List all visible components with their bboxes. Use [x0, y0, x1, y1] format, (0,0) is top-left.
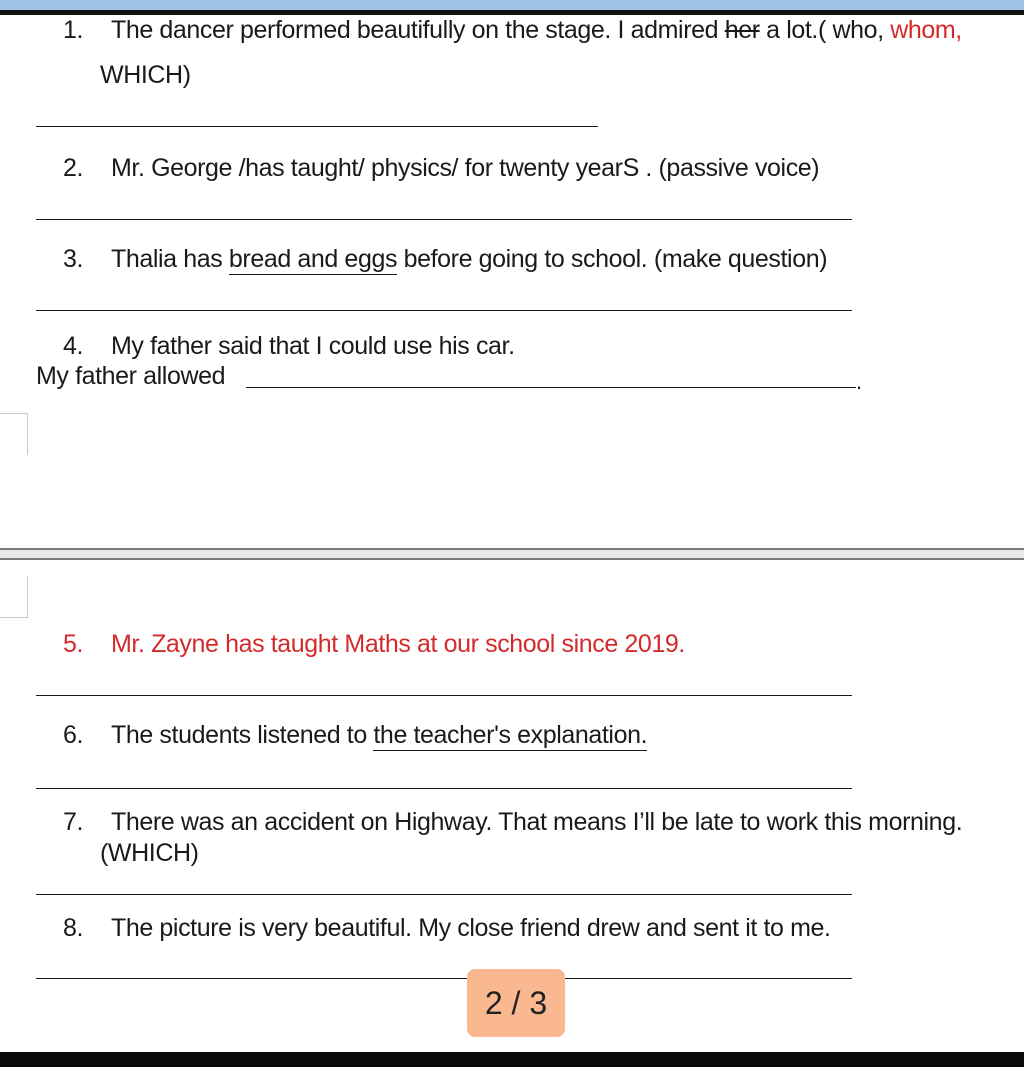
question-6	[63, 719, 647, 751]
fill-in-line	[246, 387, 856, 388]
answer-line-2	[36, 219, 852, 220]
question-1	[63, 14, 962, 46]
answer-line-5	[36, 695, 852, 696]
answer-line-8	[36, 978, 852, 979]
question-number: 3.	[63, 245, 84, 273]
question-number: 8.	[63, 914, 84, 942]
question-3	[63, 243, 827, 275]
struck-word: her	[724, 16, 760, 44]
page-break	[0, 548, 1024, 560]
question-text: Mr. Zayne has taught Maths at our school since 2019.	[111, 630, 685, 658]
question-number: 7.	[63, 808, 84, 836]
bottom-edge	[0, 1052, 1024, 1067]
highlighted-option: whom,	[890, 16, 962, 44]
question-number: 4.	[63, 332, 84, 360]
question-number: 6.	[63, 721, 84, 749]
margin-corner-mark	[0, 576, 28, 618]
rewrite-prompt: My father allowed	[36, 362, 226, 390]
question-8	[63, 912, 831, 944]
question-text: The students listened to	[111, 721, 374, 749]
question-text-end: before going to school. (make question)	[397, 245, 828, 273]
question-2	[63, 152, 819, 184]
underlined-phrase: the teacher's explanation.	[373, 721, 648, 749]
question-number: 5.	[63, 630, 84, 658]
question-text: The picture is very beautiful. My close friend drew and sent it to me.	[111, 914, 831, 942]
question-7	[63, 806, 962, 838]
question-1-continuation: WHICH)	[100, 61, 191, 89]
question-number: 1.	[63, 16, 84, 44]
question-text: Mr. George /has taught/ physics/ for twenty yearS . (passive voice)	[111, 154, 820, 182]
question-4	[63, 330, 515, 362]
question-text: Thalia has	[111, 245, 229, 273]
question-number: 2.	[63, 154, 84, 182]
underlined-phrase: bread and eggs	[228, 245, 398, 273]
answer-line-7	[36, 894, 852, 895]
question-text: My father said that I could use his car.	[111, 332, 515, 360]
question-text: The dancer performed beautifully on the stage. I admired	[111, 16, 725, 44]
answer-line-1	[36, 126, 598, 127]
question-text-mid: a lot.( who,	[759, 16, 891, 44]
question-text: There was an accident on Highway. That means I’ll be late to work this morning.	[111, 808, 963, 836]
page-indicator: 2 / 3	[467, 969, 565, 1037]
top-toolbar-strip	[0, 0, 1024, 10]
margin-corner-mark	[0, 413, 28, 455]
question-7-continuation: (WHICH)	[100, 839, 199, 867]
answer-line-6	[36, 788, 852, 789]
sentence-period: .	[856, 369, 863, 394]
question-5	[63, 628, 685, 660]
answer-line-3	[36, 310, 852, 311]
